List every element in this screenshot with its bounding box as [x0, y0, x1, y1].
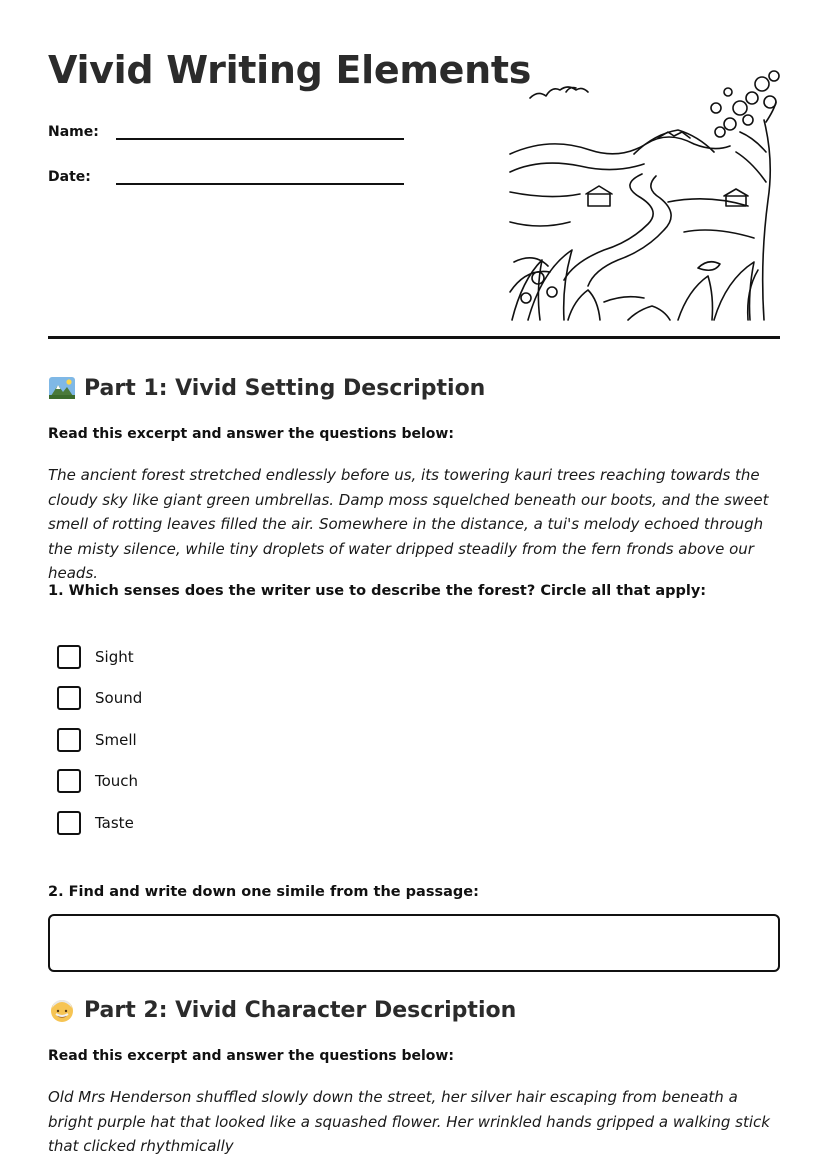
checkbox-sight[interactable] [57, 645, 81, 669]
checkbox-sound[interactable] [57, 686, 81, 710]
option-touch[interactable] [57, 769, 138, 793]
option-sound[interactable] [57, 686, 142, 710]
question-2: 2. Find and write down one simile from the passage: [48, 884, 479, 900]
header-divider [48, 336, 780, 339]
option-label: Sound [95, 689, 143, 707]
part1-excerpt: The ancient forest stretched endlessly before us, its towering kauri trees reaching towards the cloudy sky like giant green umbrellas. Damp moss squelched beneath our boots, and the sweet smell of rotting leaves filled the air. Somewhere in the distance, a tui's melody echoed through the misty silence, while tiny droplets of water dripped steadily from the fern fronds above our heads. [48, 466, 769, 582]
mountain-landscape-icon [48, 374, 76, 402]
option-label: Smell [95, 731, 137, 749]
part2-heading-text: Part 2: Vivid Character Description [84, 997, 517, 1023]
option-label: Taste [95, 814, 134, 832]
checkbox-smell[interactable] [57, 728, 81, 752]
part2-heading [48, 996, 516, 1024]
option-smell[interactable] [57, 728, 137, 752]
part1-instruction: Read this excerpt and answer the questions below: [48, 426, 454, 442]
part1-heading-text: Part 1: Vivid Setting Description [84, 375, 486, 401]
option-taste[interactable] [57, 811, 134, 835]
date-field-row [48, 163, 404, 185]
date-field[interactable] [116, 163, 404, 185]
part2-instruction: Read this excerpt and answer the questions below: [48, 1048, 454, 1064]
part2-excerpt: Old Mrs Henderson shuffled slowly down the street, her silver hair escaping from beneath a bright purple hat that looked like a squashed flower. Her wrinkled hands gripped a walking stick that clicked rhythmically [48, 1088, 770, 1155]
option-sight[interactable] [57, 645, 134, 669]
checkbox-taste[interactable] [57, 811, 81, 835]
option-label: Touch [95, 772, 139, 790]
question-1: 1. Which senses does the writer use to describe the forest? Circle all that apply: [48, 583, 707, 599]
older-man-icon [48, 996, 76, 1024]
checkbox-touch[interactable] [57, 769, 81, 793]
name-label: Name: [48, 124, 99, 140]
part1-heading [48, 374, 485, 402]
landscape-illustration [508, 62, 782, 320]
name-field-row [48, 118, 404, 140]
date-label: Date: [48, 169, 91, 185]
simile-answer-box[interactable] [48, 914, 780, 972]
option-label: Sight [95, 648, 134, 666]
name-field[interactable] [116, 118, 404, 140]
page-title: Vivid Writing Elements [48, 48, 532, 92]
